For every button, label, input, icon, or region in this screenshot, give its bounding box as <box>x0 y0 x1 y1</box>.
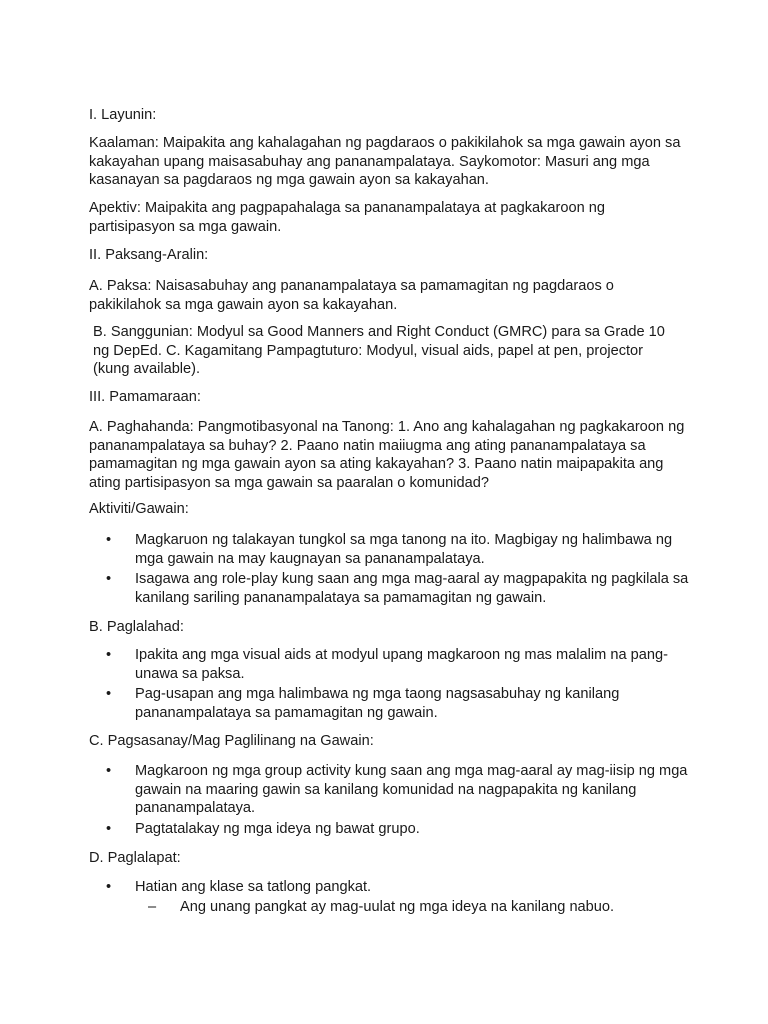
section-heading-paksang-aralin: II. Paksang-Aralin: <box>89 247 209 263</box>
list-item-text: Hatian ang klase sa tatlong pangkat. <box>135 879 372 895</box>
paragraph-apektiv: Apektiv: Maipakita ang pagpapahalaga sa pananampalataya at pagkakaroon ng partisipasyon sa mga gawain. <box>89 200 606 235</box>
section-heading-paglalahad: B. Paglalahad: <box>89 619 184 635</box>
list-item-text: Isagawa ang role-play kung saan ang mga mag-aaral ay magpapakita ng pagkilala sa kanilang sariling pananampalataya sa pamamagitan ng gawain. <box>135 571 689 606</box>
paragraph-paghahanda: A. Paghahanda: Pangmotibasyonal na Tanong: 1. Ano ang kahalagahan ng pagkakaroon ng pananampalataya sa buhay? 2. Paano natin maiiugma ang ating pananampalataya sa pamamagitan ng mga gawain ayon sa ating kakayahan? 3. Paano natin maipapakita ang ating partisipasyon sa mga gawain sa paaralan o komunidad? <box>89 419 685 491</box>
bullet-icon: • <box>106 532 112 548</box>
paglalapat-list <box>0 878 690 897</box>
list-item-text: Magkaroon ng mga group activity kung saan ang mga mag-aaral ay mag-iisip ng mga gawain na maaring gawin sa kanilang komunidad na nagpapakita ng kanilang pananampalataya. <box>135 763 688 816</box>
bullet-icon: • <box>106 763 112 779</box>
list-item <box>0 685 690 722</box>
list-item <box>0 878 690 897</box>
list-item <box>0 820 690 839</box>
paragraph-sanggunian: B. Sanggunian: Modyul sa Good Manners and Right Conduct (GMRC) para sa Grade 10 ng DepEd. C. Kagamitang Pampagtuturo: Modyul, visual aids, papel at pen, projector (kung available). <box>93 324 665 377</box>
bullet-icon: • <box>106 647 112 663</box>
sub-list-item-text: Ang unang pangkat ay mag-uulat ng mga ideya na kanilang nabuo. <box>180 899 615 915</box>
bullet-icon: • <box>106 686 112 702</box>
section-heading-layunin: I. Layunin: <box>89 107 157 123</box>
pagsasanay-list <box>0 762 690 838</box>
section-heading-aktiviti: Aktiviti/Gawain: <box>89 501 189 517</box>
list-item <box>0 531 690 568</box>
dash-icon: – <box>148 899 157 915</box>
list-item <box>0 570 690 607</box>
list-item-text: Ipakita ang mga visual aids at modyul upang magkaroon ng mas malalim na pang-unawa sa paksa. <box>135 647 668 682</box>
paglalahad-list <box>0 646 690 722</box>
section-heading-pagsasanay: C. Pagsasanay/Mag Paglilinang na Gawain: <box>89 733 374 749</box>
bullet-icon: • <box>106 571 112 587</box>
aktiviti-list <box>0 531 690 607</box>
list-item <box>0 646 690 683</box>
list-item-text: Pagtatalakay ng mga ideya ng bawat grupo. <box>135 820 420 837</box>
section-heading-pamamaraan: III. Pamamaraan: <box>89 389 201 405</box>
paragraph-kaalaman: Kaalaman: Maipakita ang kahalagahan ng pagdaraos o pakikilahok sa mga gawain ayon sa kakayahan upang maisasabuhay ang pananampalataya. Saykomotor: Masuri ang mga kasanayan sa pagdaraos ng mga gawain ayon sa kakayahan. <box>89 135 681 188</box>
list-item-text: Magkaruon ng talakayan tungkol sa mga tanong na ito. Magbigay ng halimbawa ng mga gawain na may kaugnayan sa pananampalataya. <box>135 532 673 567</box>
paragraph-paksa: A. Paksa: Naisasabuhay ang pananampalataya sa pamamagitan ng pagdaraos o pakikilahok sa mga gawain ayon sa kakayahan. <box>89 278 614 313</box>
section-heading-paglalapat: D. Paglalapat: <box>89 850 181 866</box>
list-item <box>0 762 690 818</box>
list-item-text: Pag-usapan ang mga halimbawa ng mga taong nagsasabuhay ng kanilang pananampalataya sa pamamagitan ng gawain. <box>135 686 620 721</box>
bullet-icon: • <box>106 879 112 895</box>
bullet-icon: • <box>106 820 112 837</box>
